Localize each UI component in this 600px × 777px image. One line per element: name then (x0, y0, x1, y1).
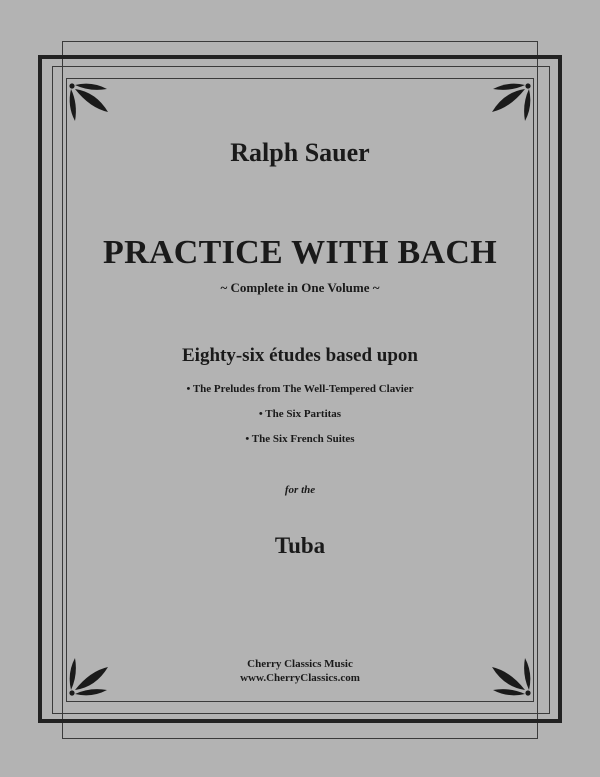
for-the-label: for the (284, 484, 316, 496)
corner-leaf-icon (66, 80, 110, 124)
source-list-item: • The Preludes from The Well-Tempered Clavier (186, 383, 414, 395)
book-title: PRACTICE WITH BACH (103, 234, 497, 271)
publisher-website: www.CherryClassics.com (240, 672, 360, 684)
book-subtitle: ~ Complete in One Volume ~ (220, 280, 380, 295)
instrument-name: Tuba (274, 533, 326, 558)
source-list-item: • The Six Partitas (258, 408, 342, 420)
composer-name: Ralph Sauer (230, 138, 370, 167)
corner-leaf-icon (490, 80, 534, 124)
description-heading: Eighty-six études based upon (182, 345, 418, 366)
source-list-item: • The Six French Suites (245, 433, 355, 445)
publisher-name: Cherry Classics Music (247, 658, 353, 670)
